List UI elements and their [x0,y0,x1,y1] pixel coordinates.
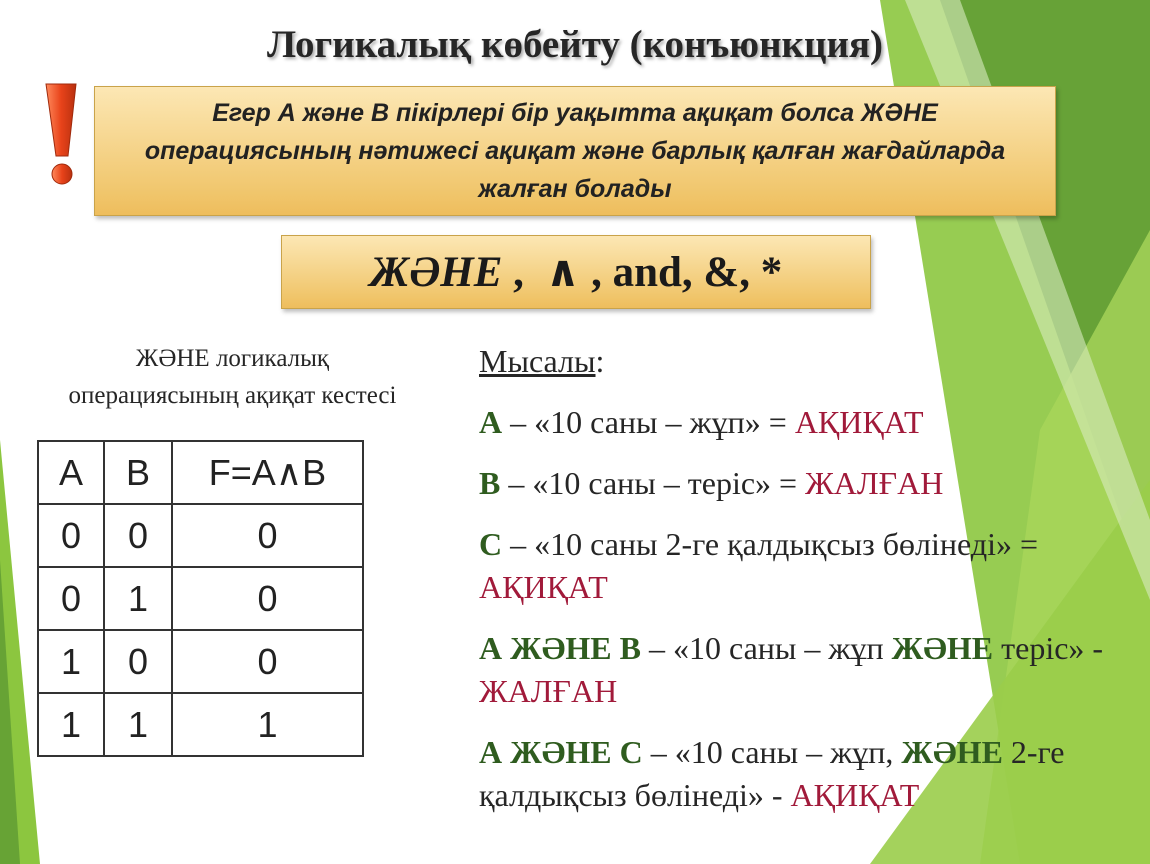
page-title: Логикалық көбейту (конъюнкция) [266,23,884,66]
table-cell: 0 [172,567,363,630]
table-cell: 1 [38,630,104,693]
example-operator-label: ЖӘНЕ [901,734,1003,770]
example-item-a [479,401,1144,444]
table-cell: 1 [172,693,363,756]
table-row [38,693,363,756]
example-label: С [479,526,503,562]
example-result: ЖАЛҒАН [479,673,618,709]
example-item-a-and-b [479,627,1144,713]
example-text: – «10 саны – жұп» = [502,404,795,440]
example-text: теріс» - [993,630,1112,666]
table-row [38,504,363,567]
exclamation-icon [38,80,84,190]
example-operator-label: ЖӘНЕ [891,630,994,666]
table-header-row [38,441,363,504]
caption-line-2: операциясының ақиқат кестесі [68,382,397,409]
caption-line-1: ЖӘНЕ логикалық [135,345,330,372]
example-result: АҚИҚАТ [794,404,924,440]
table-cell: 0 [38,567,104,630]
example-item-a-and-c [479,731,1144,817]
example-result: АҚИҚАТ [479,569,608,605]
header-cell-f: F=A∧B [172,441,363,504]
definition-text: Егер А және В пікірлері бір уақытта ақиқат болса ЖӘНЕ операциясының нәтижесі ақиқат және барлық қалған жағдайларда жалған болады [144,99,1006,203]
example-text: 2-ге қалдықсыз бөлінеді» - [479,734,1073,813]
example-result: АҚИҚАТ [790,777,920,813]
examples-section [479,340,1144,835]
table-cell: 0 [172,630,363,693]
example-text: – «10 саны – жұп [640,630,892,666]
header-cell-b: B [104,441,172,504]
examples-heading-colon: : [595,343,605,379]
table-cell: 1 [38,693,104,756]
table-cell: 0 [104,504,172,567]
table-row [38,630,363,693]
operators-box [281,235,871,309]
example-item-b [479,462,1144,505]
example-label: В [479,465,501,501]
table-cell: 0 [172,504,363,567]
example-item-c [479,523,1144,609]
table-cell: 1 [104,693,172,756]
examples-heading-line [479,340,1144,383]
example-text: – «10 саны 2-ге қалдықсыз бөлінеді» = [502,526,1047,562]
example-label: А [479,404,503,440]
examples-heading: Мысалы [479,343,596,379]
table-cell: 1 [104,567,172,630]
header-cell-a: A [38,441,104,504]
table-row [38,567,363,630]
table-cell: 0 [38,504,104,567]
truth-table [37,440,364,757]
example-text: – «10 саны – теріс» = [500,465,806,501]
truth-table-caption [10,340,455,414]
definition-box [94,86,1056,216]
example-label: А ЖӘНЕ С [479,734,643,770]
example-result: ЖАЛҒАН [805,465,944,501]
operator-symbols: , ∧ , and, &, * [502,249,783,296]
table-cell: 0 [104,630,172,693]
example-text: – «10 саны – жұп, [642,734,902,770]
example-label: А ЖӘНЕ В [479,630,641,666]
operator-word: ЖӘНЕ [369,248,503,296]
